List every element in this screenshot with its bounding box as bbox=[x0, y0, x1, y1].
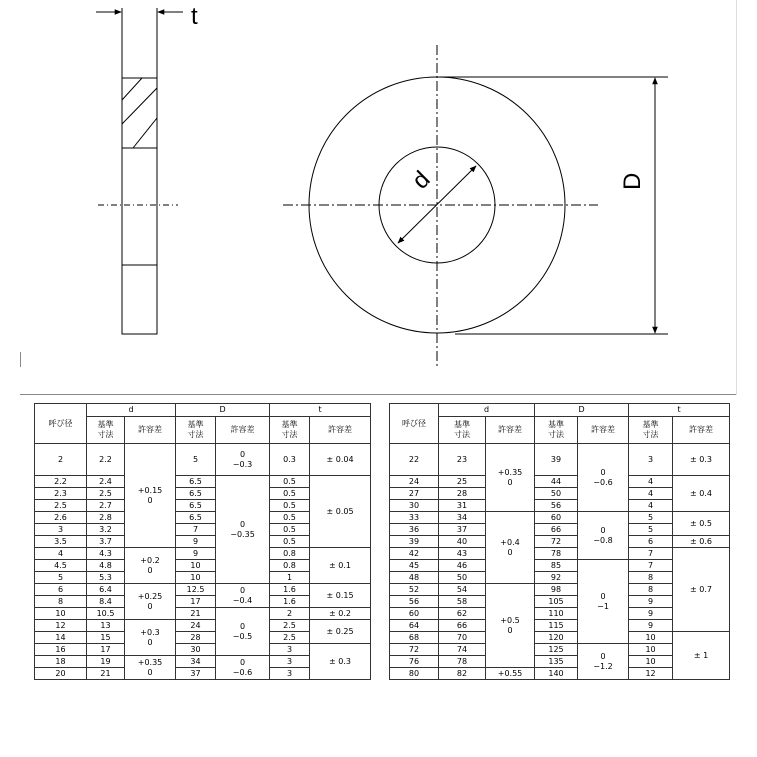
cell-d-basic: 4.3 bbox=[87, 548, 125, 560]
cell-t-basic: 0.5 bbox=[270, 488, 310, 500]
cell-t-basic: 9 bbox=[629, 608, 673, 620]
cell-nominal: 3.5 bbox=[35, 536, 87, 548]
cell-D-basic: 39 bbox=[535, 444, 578, 476]
cell-D-basic: 28 bbox=[176, 632, 216, 644]
cell-D-basic: 135 bbox=[535, 656, 578, 668]
cell-D-tol: 0 −0.4 bbox=[216, 584, 270, 608]
cell-t-tol: ± 0.4 bbox=[673, 476, 730, 512]
right-edge-line bbox=[736, 0, 737, 395]
cell-nominal: 5 bbox=[35, 572, 87, 584]
cell-D-basic: 9 bbox=[176, 548, 216, 560]
cell-d-basic: 2.4 bbox=[87, 476, 125, 488]
cell-t-tol: ± 0.04 bbox=[310, 444, 371, 476]
cell-t-basic: 7 bbox=[629, 548, 673, 560]
cell-D-basic: 34 bbox=[176, 656, 216, 668]
cell-d-basic: 21 bbox=[87, 668, 125, 680]
cell-D-basic: 6.5 bbox=[176, 500, 216, 512]
header-D-tolerance: 許容差 bbox=[216, 417, 270, 444]
cell-d-basic: 8.4 bbox=[87, 596, 125, 608]
cell-nominal: 2.2 bbox=[35, 476, 87, 488]
cell-d-basic: 23 bbox=[439, 444, 486, 476]
cell-d-basic: 19 bbox=[87, 656, 125, 668]
cell-D-tol: 0 −0.3 bbox=[216, 444, 270, 476]
cell-D-basic: 6.5 bbox=[176, 476, 216, 488]
table-row bbox=[390, 632, 730, 644]
cell-D-basic: 30 bbox=[176, 644, 216, 656]
header-d-basic: 基準 寸法 bbox=[87, 417, 125, 444]
cell-D-tol: 0 −0.8 bbox=[578, 512, 629, 560]
cell-D-basic: 105 bbox=[535, 596, 578, 608]
table-row bbox=[35, 548, 371, 560]
cell-d-basic: 74 bbox=[439, 644, 486, 656]
t-dimension-label: t bbox=[191, 3, 198, 30]
cell-nominal: 42 bbox=[390, 548, 439, 560]
cell-d-basic: 2.8 bbox=[87, 512, 125, 524]
header-t-basic: 基準 寸法 bbox=[629, 417, 673, 444]
table-row bbox=[390, 444, 730, 476]
cell-t-tol: ± 0.2 bbox=[310, 608, 371, 620]
cell-t-basic: 1.6 bbox=[270, 584, 310, 596]
cell-d-tol: +0.2 0 bbox=[125, 548, 176, 584]
header-D-group: D bbox=[176, 404, 270, 417]
cell-nominal: 27 bbox=[390, 488, 439, 500]
cell-nominal: 20 bbox=[35, 668, 87, 680]
header-t-tolerance: 許容差 bbox=[310, 417, 371, 444]
cell-t-basic: 10 bbox=[629, 644, 673, 656]
cell-D-basic: 10 bbox=[176, 572, 216, 584]
cell-d-basic: 37 bbox=[439, 524, 486, 536]
header-d-group: d bbox=[439, 404, 535, 417]
cell-t-basic: 0.8 bbox=[270, 560, 310, 572]
cell-nominal: 60 bbox=[390, 608, 439, 620]
cell-nominal: 12 bbox=[35, 620, 87, 632]
cell-D-tol: 0 −0.5 bbox=[216, 608, 270, 656]
cell-t-tol: ± 0.6 bbox=[673, 536, 730, 548]
cell-t-tol: ± 0.25 bbox=[310, 620, 371, 644]
cell-d-basic: 43 bbox=[439, 548, 486, 560]
header-d-tolerance: 許容差 bbox=[486, 417, 535, 444]
cell-D-basic: 85 bbox=[535, 560, 578, 572]
cell-nominal: 45 bbox=[390, 560, 439, 572]
cell-t-basic: 2 bbox=[270, 608, 310, 620]
cell-nominal: 8 bbox=[35, 596, 87, 608]
cell-t-tol: ± 1 bbox=[673, 632, 730, 680]
cell-nominal: 56 bbox=[390, 596, 439, 608]
cell-D-basic: 21 bbox=[176, 608, 216, 620]
cell-t-basic: 3 bbox=[270, 656, 310, 668]
cell-t-basic: 1.6 bbox=[270, 596, 310, 608]
cell-t-basic: 8 bbox=[629, 584, 673, 596]
cell-t-tol: ± 0.5 bbox=[673, 512, 730, 536]
cell-d-basic: 10.5 bbox=[87, 608, 125, 620]
cell-nominal: 48 bbox=[390, 572, 439, 584]
cell-D-basic: 6.5 bbox=[176, 512, 216, 524]
cell-D-basic: 78 bbox=[535, 548, 578, 560]
cell-t-basic: 3 bbox=[270, 668, 310, 680]
cell-t-basic: 6 bbox=[629, 536, 673, 548]
cell-t-basic: 9 bbox=[629, 620, 673, 632]
cell-d-basic: 34 bbox=[439, 512, 486, 524]
cell-D-basic: 92 bbox=[535, 572, 578, 584]
cell-D-basic: 140 bbox=[535, 668, 578, 680]
cell-D-basic: 17 bbox=[176, 596, 216, 608]
cell-nominal: 30 bbox=[390, 500, 439, 512]
cell-D-basic: 56 bbox=[535, 500, 578, 512]
cell-d-basic: 13 bbox=[87, 620, 125, 632]
cell-t-basic: 12 bbox=[629, 668, 673, 680]
cell-D-tol: 0 −0.6 bbox=[216, 656, 270, 680]
washer-spec-table-left bbox=[34, 403, 371, 680]
cell-nominal: 2.3 bbox=[35, 488, 87, 500]
cell-d-basic: 28 bbox=[439, 488, 486, 500]
header-D-basic: 基準 寸法 bbox=[535, 417, 578, 444]
cell-nominal: 4 bbox=[35, 548, 87, 560]
cell-t-tol: ± 0.1 bbox=[310, 548, 371, 584]
cell-t-basic: 0.5 bbox=[270, 500, 310, 512]
cell-nominal: 52 bbox=[390, 584, 439, 596]
cell-d-basic: 82 bbox=[439, 668, 486, 680]
table-row bbox=[35, 644, 371, 656]
cell-D-tol: 0 −1.2 bbox=[578, 644, 629, 680]
D-dimension-label: D bbox=[619, 172, 646, 190]
cell-D-basic: 110 bbox=[535, 608, 578, 620]
cell-d-basic: 2.2 bbox=[87, 444, 125, 476]
cell-D-basic: 37 bbox=[176, 668, 216, 680]
cell-D-basic: 24 bbox=[176, 620, 216, 632]
cell-nominal: 16 bbox=[35, 644, 87, 656]
cell-nominal: 72 bbox=[390, 644, 439, 656]
header-t-group: t bbox=[629, 404, 730, 417]
cell-nominal: 24 bbox=[390, 476, 439, 488]
cell-D-tol: 0 −1 bbox=[578, 560, 629, 644]
section-hatch bbox=[122, 78, 157, 148]
cell-nominal: 39 bbox=[390, 536, 439, 548]
cell-t-basic: 1 bbox=[270, 572, 310, 584]
cell-nominal: 33 bbox=[390, 512, 439, 524]
cell-D-basic: 125 bbox=[535, 644, 578, 656]
cell-d-basic: 58 bbox=[439, 596, 486, 608]
cell-t-basic: 10 bbox=[629, 632, 673, 644]
cell-d-basic: 5.3 bbox=[87, 572, 125, 584]
cell-d-basic: 46 bbox=[439, 560, 486, 572]
table-row bbox=[390, 476, 730, 488]
cell-nominal: 6 bbox=[35, 584, 87, 596]
cell-d-tol: +0.35 0 bbox=[486, 444, 535, 512]
cell-D-basic: 7 bbox=[176, 524, 216, 536]
cell-t-basic: 10 bbox=[629, 656, 673, 668]
header-D-group: D bbox=[535, 404, 629, 417]
header-d-basic: 基準 寸法 bbox=[439, 417, 486, 444]
cell-D-tol: 0 −0.6 bbox=[578, 444, 629, 512]
cell-d-tol: +0.5 0 bbox=[486, 584, 535, 668]
cell-d-basic: 31 bbox=[439, 500, 486, 512]
cell-t-basic: 9 bbox=[629, 596, 673, 608]
cell-D-basic: 50 bbox=[535, 488, 578, 500]
washer-spec-table-right bbox=[389, 403, 730, 680]
cell-d-basic: 17 bbox=[87, 644, 125, 656]
cell-D-basic: 12.5 bbox=[176, 584, 216, 596]
front-view bbox=[283, 45, 668, 368]
cell-D-tol: 0 −0.35 bbox=[216, 476, 270, 584]
cell-D-basic: 115 bbox=[535, 620, 578, 632]
cell-d-basic: 70 bbox=[439, 632, 486, 644]
margin-tick bbox=[20, 352, 21, 367]
header-nominal-size: 呼び径 bbox=[35, 404, 87, 444]
cell-nominal: 80 bbox=[390, 668, 439, 680]
cell-t-tol: ± 0.7 bbox=[673, 548, 730, 632]
cell-d-basic: 50 bbox=[439, 572, 486, 584]
table-row bbox=[390, 512, 730, 524]
cell-t-basic: 4 bbox=[629, 500, 673, 512]
cell-t-basic: 0.5 bbox=[270, 524, 310, 536]
cell-t-basic: 0.5 bbox=[270, 536, 310, 548]
cell-nominal: 4.5 bbox=[35, 560, 87, 572]
cell-d-basic: 40 bbox=[439, 536, 486, 548]
cell-t-basic: 5 bbox=[629, 512, 673, 524]
cell-d-tol: +0.35 0 bbox=[125, 656, 176, 680]
cell-t-basic: 0.5 bbox=[270, 512, 310, 524]
table-row bbox=[35, 476, 371, 488]
header-D-tolerance: 許容差 bbox=[578, 417, 629, 444]
cell-d-basic: 6.4 bbox=[87, 584, 125, 596]
cell-t-tol: ± 0.3 bbox=[310, 644, 371, 680]
cell-nominal: 2.5 bbox=[35, 500, 87, 512]
header-nominal-size: 呼び径 bbox=[390, 404, 439, 444]
table-row bbox=[35, 608, 371, 620]
header-t-group: t bbox=[270, 404, 371, 417]
cell-D-basic: 60 bbox=[535, 512, 578, 524]
cell-d-basic: 25 bbox=[439, 476, 486, 488]
cell-d-tol: +0.3 0 bbox=[125, 620, 176, 656]
cell-d-basic: 66 bbox=[439, 620, 486, 632]
cell-d-tol: +0.15 0 bbox=[125, 444, 176, 548]
cell-t-basic: 0.3 bbox=[270, 444, 310, 476]
cell-D-basic: 120 bbox=[535, 632, 578, 644]
cell-t-basic: 2.5 bbox=[270, 632, 310, 644]
table-row bbox=[390, 536, 730, 548]
cell-t-basic: 4 bbox=[629, 476, 673, 488]
cell-d-basic: 78 bbox=[439, 656, 486, 668]
cell-t-tol: ± 0.05 bbox=[310, 476, 371, 548]
cell-D-basic: 5 bbox=[176, 444, 216, 476]
cell-t-basic: 0.5 bbox=[270, 476, 310, 488]
cell-D-basic: 98 bbox=[535, 584, 578, 596]
cell-t-basic: 3 bbox=[270, 644, 310, 656]
cell-t-basic: 4 bbox=[629, 488, 673, 500]
cell-nominal: 18 bbox=[35, 656, 87, 668]
header-D-basic: 基準 寸法 bbox=[176, 417, 216, 444]
cell-t-basic: 3 bbox=[629, 444, 673, 476]
cell-t-basic: 7 bbox=[629, 560, 673, 572]
cell-D-basic: 72 bbox=[535, 536, 578, 548]
table-row bbox=[35, 620, 371, 632]
side-view bbox=[96, 3, 198, 334]
cell-t-basic: 5 bbox=[629, 524, 673, 536]
cell-nominal: 76 bbox=[390, 656, 439, 668]
cell-t-basic: 0.8 bbox=[270, 548, 310, 560]
cell-t-tol: ± 0.15 bbox=[310, 584, 371, 608]
cell-d-basic: 3.7 bbox=[87, 536, 125, 548]
cell-nominal: 2.6 bbox=[35, 512, 87, 524]
cell-D-basic: 44 bbox=[535, 476, 578, 488]
cell-nominal: 14 bbox=[35, 632, 87, 644]
cell-d-basic: 4.8 bbox=[87, 560, 125, 572]
cell-nominal: 2 bbox=[35, 444, 87, 476]
cell-nominal: 36 bbox=[390, 524, 439, 536]
cell-d-basic: 54 bbox=[439, 584, 486, 596]
header-t-tolerance: 許容差 bbox=[673, 417, 730, 444]
cell-d-basic: 15 bbox=[87, 632, 125, 644]
cell-nominal: 10 bbox=[35, 608, 87, 620]
header-t-basic: 基準 寸法 bbox=[270, 417, 310, 444]
cell-nominal: 22 bbox=[390, 444, 439, 476]
d-dimension-label: d bbox=[407, 165, 436, 195]
table-row bbox=[390, 548, 730, 560]
cell-t-basic: 8 bbox=[629, 572, 673, 584]
cell-d-tol: +0.55 bbox=[486, 668, 535, 680]
cell-d-basic: 2.5 bbox=[87, 488, 125, 500]
cell-d-tol: +0.4 0 bbox=[486, 512, 535, 584]
cell-d-tol: +0.25 0 bbox=[125, 584, 176, 620]
cell-D-basic: 10 bbox=[176, 560, 216, 572]
cell-d-basic: 62 bbox=[439, 608, 486, 620]
cell-nominal: 3 bbox=[35, 524, 87, 536]
cell-D-basic: 9 bbox=[176, 536, 216, 548]
cell-D-basic: 6.5 bbox=[176, 488, 216, 500]
cell-d-basic: 2.7 bbox=[87, 500, 125, 512]
cell-nominal: 68 bbox=[390, 632, 439, 644]
cell-nominal: 64 bbox=[390, 620, 439, 632]
cell-D-basic: 66 bbox=[535, 524, 578, 536]
table-row bbox=[35, 444, 371, 476]
divider-line bbox=[20, 394, 737, 395]
cell-t-basic: 2.5 bbox=[270, 620, 310, 632]
cell-d-basic: 3.2 bbox=[87, 524, 125, 536]
table-row bbox=[35, 584, 371, 596]
header-d-group: d bbox=[87, 404, 176, 417]
cell-t-tol: ± 0.3 bbox=[673, 444, 730, 476]
header-d-tolerance: 許容差 bbox=[125, 417, 176, 444]
